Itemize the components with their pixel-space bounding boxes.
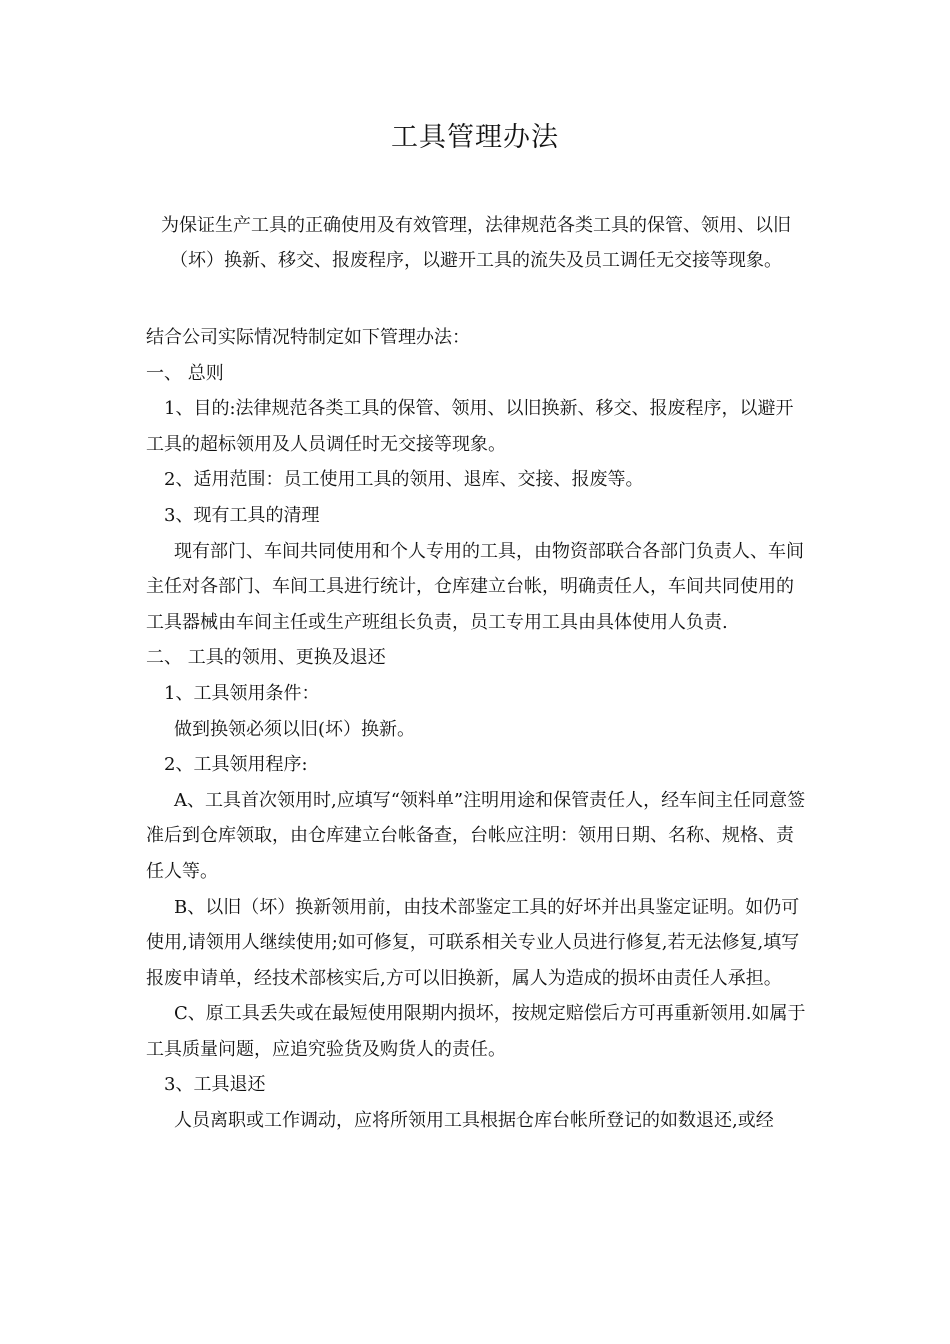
document-body (146, 320, 808, 1139)
paragraph-return-detail: 人员离职或工作调动，应将所领用工具根据仓库台帐所登记的如数退还,或经 (174, 1110, 774, 1132)
paragraph-preface: 结合公司实际情况特制定如下管理办法： (146, 327, 470, 348)
document-title: 工具管理办法 (391, 122, 559, 153)
paragraph-conditions-detail: 做到换领必须以旧(坏）换新。 (174, 718, 416, 740)
paragraph-procedure-c: C、原工具丢失或在最短使用限期内损坏，按规定赔偿后方可再重新领用.如属于工具质量问题，应追究验货及购货人的责任。 (146, 1003, 806, 1060)
paragraph-return-heading: 3、工具退还 (164, 1074, 266, 1096)
paragraph-conditions-heading: 1、工具领用条件： (164, 682, 320, 704)
paragraph-cleanup-heading: 3、现有工具的清理 (164, 504, 320, 526)
section-heading-general: 一、 总则 (146, 362, 224, 384)
paragraph-scope: 2、适用范围：员工使用工具的领用、退库、交接、报废等。 (164, 469, 644, 491)
paragraph-procedure-heading: 2、工具领用程序: (164, 754, 308, 776)
paragraph-purpose: 1、目的:法律规范各类工具的保管、领用、以旧换新、移交、报废程序，以避开工具的超标领用及人员调任时无交接等现象。 (146, 398, 794, 455)
paragraph-procedure-a: A、工具首次领用时,应填写“领料单”注明用途和保管责任人，经车间主任同意签准后到仓库领取，由仓库建立台帐备查，台帐应注明：领用日期、名称、规格、责任人等。 (146, 789, 806, 882)
paragraph-cleanup-detail: 现有部门、车间共同使用和个人专用的工具，由物资部联合各部门负责人、车间主任对各部门、车间工具进行统计，仓库建立台帐，明确责任人，车间共同使用的工具器械由车间主任或生产班组长负责，员工专用工具由具体使用人负责. (146, 540, 804, 633)
intro-paragraph: 为保证生产工具的正确使用及有效管理，法律规范各类工具的保管、领用、以旧（坏）换新、移交、报废程序，以避开工具的流失及员工调任无交接等现象。 (161, 215, 791, 271)
section-heading-collection: 二、 工具的领用、更换及退还 (146, 647, 386, 669)
paragraph-procedure-b: B、以旧（坏）换新领用前，由技术部鉴定工具的好坏并出具鉴定证明。如仍可使用,请领用人继续使用;如可修复，可联系相关专业人员进行修复,若无法修复,填写报废申请单，经技术部核实后,方可以旧换新，属人为造成的损坏由责任人承担。 (146, 896, 800, 989)
